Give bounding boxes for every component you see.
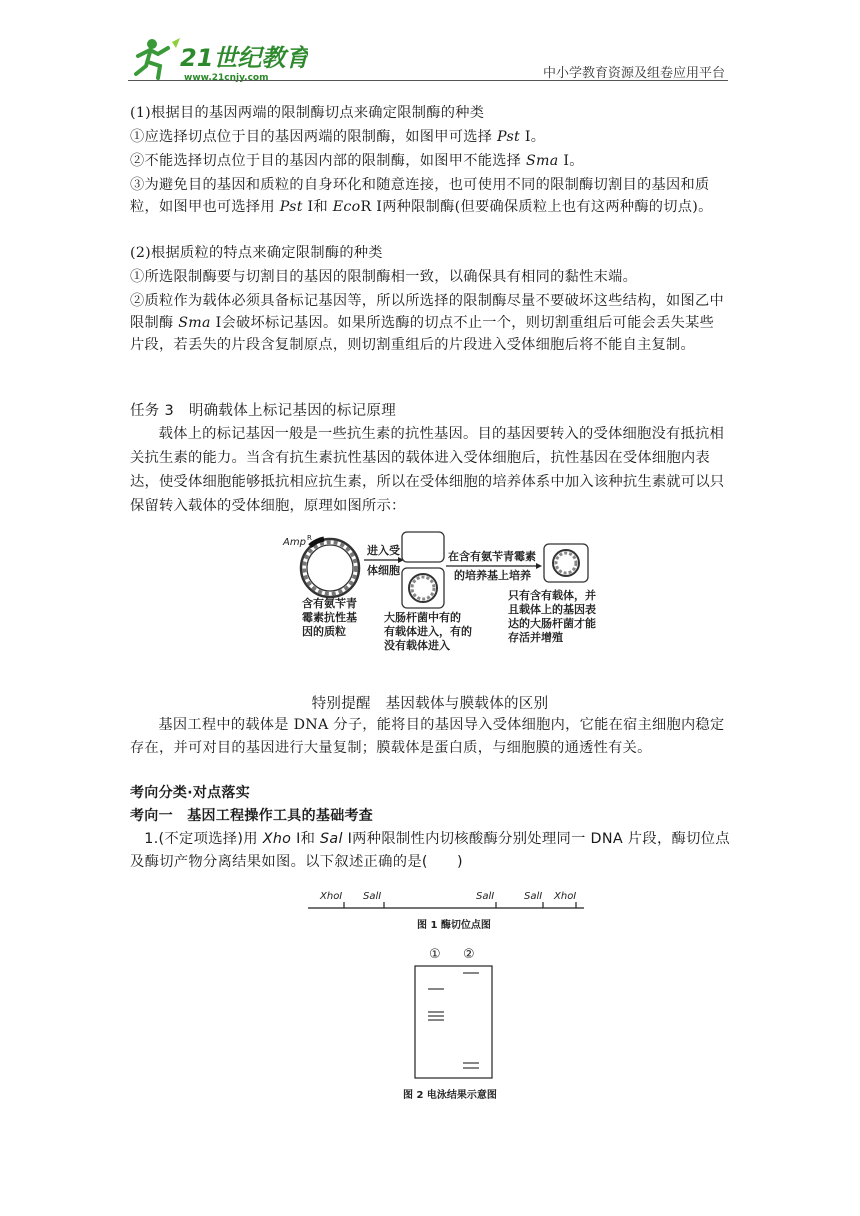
para-line-1: (1)根据目的基因两端的限制酶切点来确定限制酶的种类 bbox=[130, 105, 485, 121]
para-line-6: ①所选限制酶要与切割目的基因的限制酶相一致，以确保具有相同的黏性末端。 bbox=[130, 269, 638, 285]
logo-text: 21世纪教育 bbox=[180, 44, 308, 72]
header-platform-text: 中小学教育资源及组卷应用平台 bbox=[542, 66, 725, 81]
restriction-site-map bbox=[300, 882, 590, 932]
para-line-4: ③为避免目的基因和质粒的自身环化和随意连接，也可使用不同的限制酶切割目的基因和质粒，如图甲也可选择用 Pst Ⅰ和 EcoR Ⅰ两种限制酶(但要确保质粒上也有这两种酶的切点)。 bbox=[130, 177, 713, 215]
tip-body: 基因工程中的载体是 DNA 分子，能将目的基因导入受体细胞内，它能在宿主细胞内稳定存在，并可对目的基因进行大量复制；膜载体是蛋白质，与细胞膜的通透性有关。 bbox=[130, 717, 725, 756]
arrow2-head bbox=[536, 563, 542, 569]
site-label-1: XhoⅠ bbox=[320, 891, 343, 902]
amp-sup: R bbox=[307, 534, 312, 542]
tip-title: 特别提醒 基因载体与膜载体的区别 bbox=[311, 696, 549, 712]
site-label-4: SalⅠ bbox=[524, 891, 543, 902]
section-title: 考向分类·对点落实 bbox=[130, 785, 251, 801]
site-labels bbox=[319, 891, 576, 902]
gel-box bbox=[415, 966, 492, 1078]
plasmid-icon bbox=[301, 539, 359, 597]
arrow1-text-2: 体细胞 bbox=[367, 564, 400, 577]
marker-gene-diagram bbox=[280, 528, 620, 658]
site-label-5: XhoⅠ bbox=[554, 891, 577, 902]
para-line-3: ②不能选择切点位于目的基因内部的限制酶，如图甲不能选择 Sma Ⅰ。 bbox=[130, 153, 584, 169]
caption-ecoli: 大肠杆菌中有的 有载体进入，有的 没有载体进入 bbox=[384, 611, 472, 652]
lane-label-2: ② bbox=[463, 947, 475, 962]
logo-url: www.21cnjy.com bbox=[184, 73, 269, 83]
arrow2-text-2: 的培养基上培养 bbox=[454, 569, 531, 582]
task3-body: 载体上的标记基因一般是一些抗生素的抗性基因。目的基因要转入的受体细胞没有抵抗相关抗生素的能力。当含有抗生素抗性基因的载体进入受体细胞后，抗性基因在受体细胞内表达，使受体细胞能够抵抗相应抗生素，所以在受体细胞的培养体系中加入该种抗生素就可以只保留转入载体的受体细胞，原理如图所示： bbox=[130, 426, 725, 514]
empty-cell-icon bbox=[402, 532, 444, 562]
question-1: 1.(不定项选择)用 Xho Ⅰ和 Sal Ⅰ两种限制性内切核酸酶分别处理同一 DNA 片段，酶切位点及酶切产物分离结果如图。以下叙述正确的是( ) bbox=[130, 831, 730, 870]
lane-label-1: ① bbox=[429, 947, 441, 962]
site-label-3: SalⅠ bbox=[476, 891, 495, 902]
caption-result: 只有含有载体，并 且载体上的基因表 达的大肠杆菌才能 存活并增殖 bbox=[508, 589, 596, 644]
para-line-5: (2)根据质粒的特点来确定限制酶的种类 bbox=[130, 245, 383, 261]
runner-icon bbox=[136, 38, 180, 78]
site-label-2: SalⅠ bbox=[363, 891, 382, 902]
task3-title: 任务 3 明确载体上标记基因的标记原理 bbox=[130, 403, 397, 419]
figure1-caption: 图 1 酶切位点图 bbox=[417, 920, 491, 931]
amp-label: Amp bbox=[283, 537, 306, 548]
site-ticks bbox=[344, 902, 576, 908]
para-line-2: ①应选择切点位于目的基因两端的限制酶，如图甲可选择 Pst Ⅰ。 bbox=[130, 129, 546, 145]
caption-plasmid: 含有氨苄青 霉素抗性基 因的质粒 bbox=[302, 597, 357, 638]
gel-electrophoresis-diagram bbox=[395, 942, 525, 1106]
section-subtitle: 考向一 基因工程操作工具的基础考查 bbox=[130, 808, 374, 824]
figure2-caption: 图 2 电泳结果示意图 bbox=[403, 1090, 497, 1101]
header-divider bbox=[128, 80, 728, 81]
logo bbox=[128, 36, 308, 84]
para-line-7: ②质粒作为载体必须具备标记基因等，所以所选择的限制酶尽量不要破坏这些结构，如图乙中限制酶 Sma Ⅰ会破坏标记基因。如果所选酶的切点不止一个，则切割重组后可能会丢失某些片段，若丢失的片段含复制原点，则切割重组后的片段进入受体细胞后将不能自主复制。 bbox=[130, 293, 724, 353]
arrow1-text-1: 进入受 bbox=[367, 544, 400, 557]
arrow2-text-1: 在含有氨苄青霉素 bbox=[448, 550, 536, 563]
